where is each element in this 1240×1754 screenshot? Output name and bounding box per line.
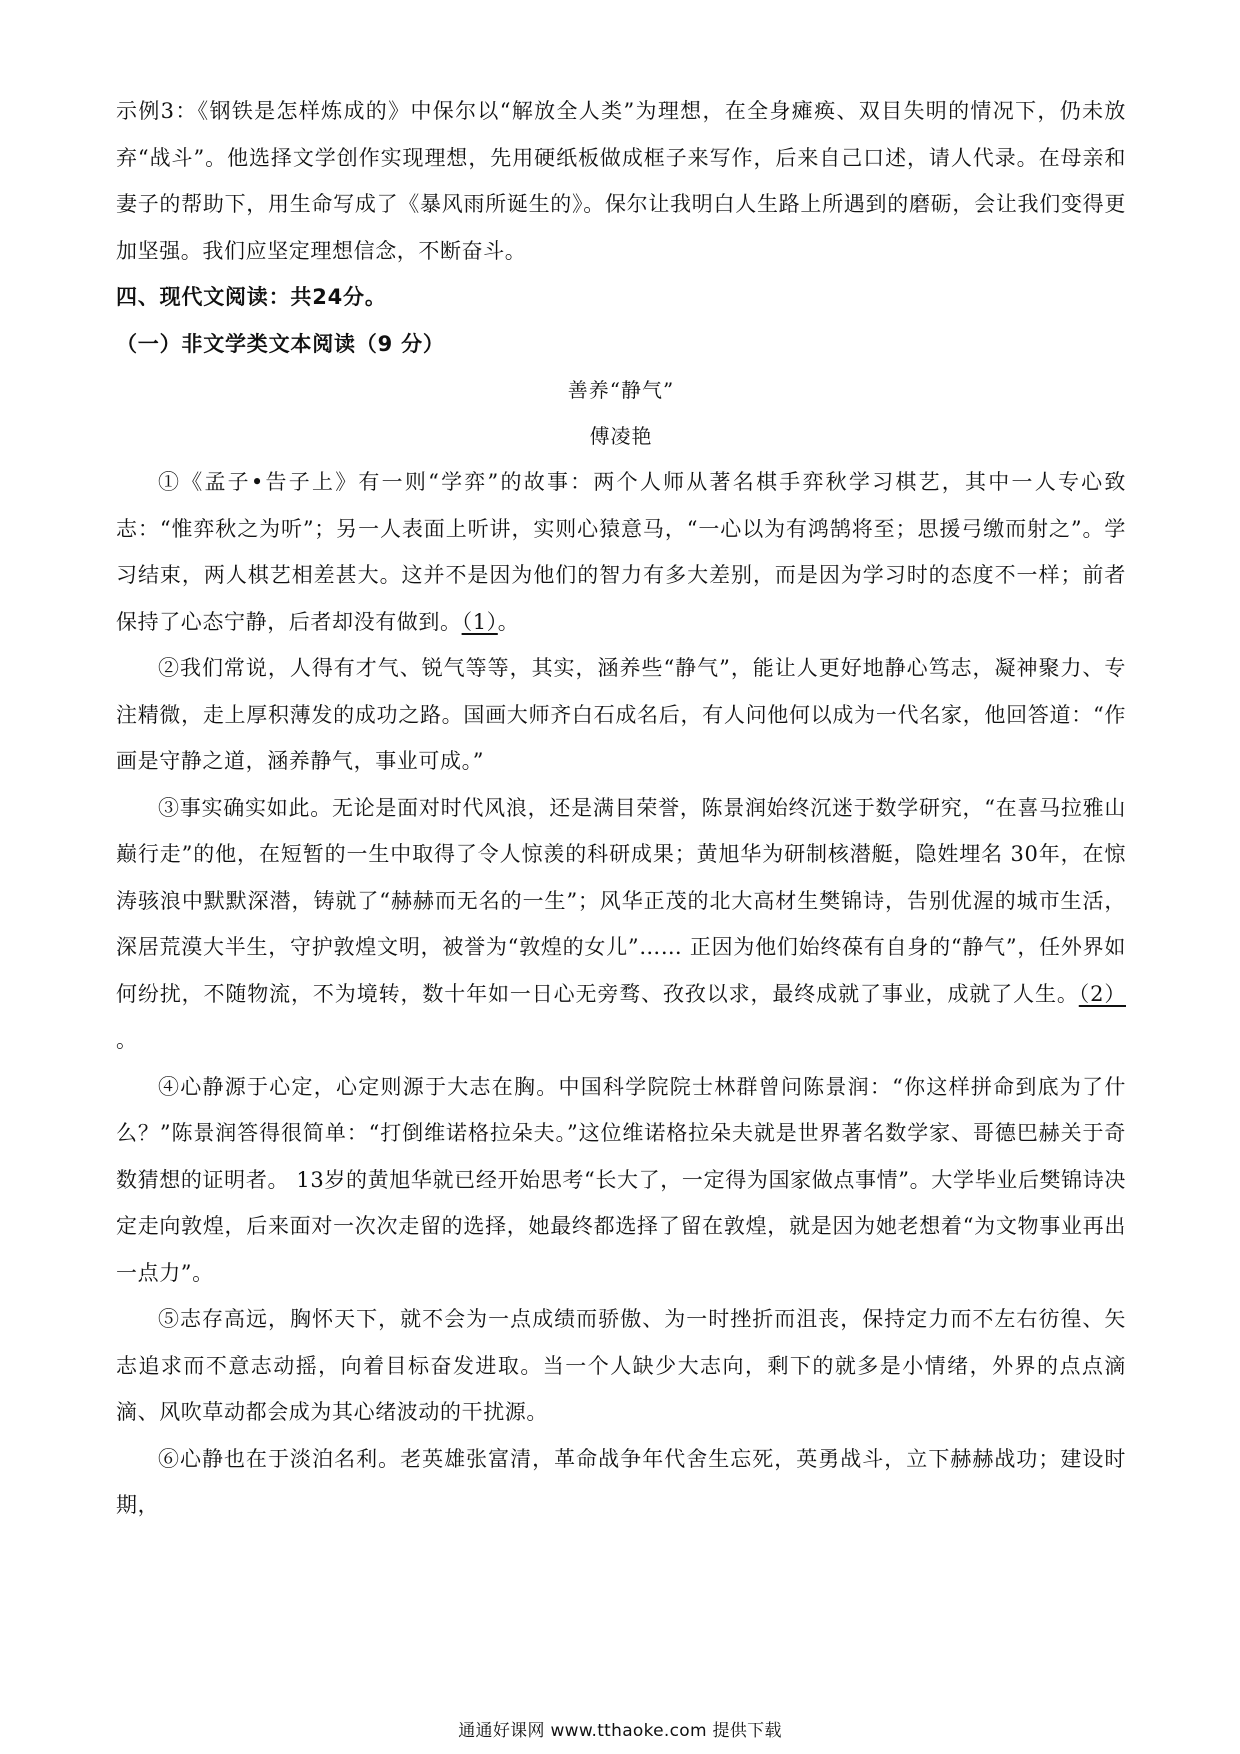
section-heading: 四、现代文阅读：共24分。 (116, 285, 387, 309)
page-content (116, 88, 1126, 1529)
article-paragraph-4: ④心静源于心定，心定则源于大志在胸。中国科学院院士林群曾问陈景润：“你这样拼命到底为了什么？”陈景润答得很简单：“打倒维诺格拉朵夫。”这位维诺格拉朵夫就是世界著名数学家、哥德巴赫关于奇数猜想的证明者。 13岁的黄旭华就已经开始思考“长大了，一定得为国家做点事情”。大学毕业后樊锦诗决定走向敦煌，后来面对一次次走留的选择，她最终都选择了留在敦煌，就是因为她老想着“为文物事业再出一点力”。 (116, 1074, 1126, 1285)
article-title: 善养“静气” (567, 378, 675, 402)
section-subheading: （一）非文学类文本阅读（9 分） (116, 331, 445, 356)
article-paragraph-5: ⑤志存高远，胸怀天下，就不会为一点成绩而骄傲、为一时挫折而沮丧，保持定力而不左右彷徨、矢志追求而不意志动摇，向着目标奋发进取。当一个人缺少大志向，剩下的就多是小情绪，外界的点点滴滴、风吹草动都会成为其心绪波动的干扰源。 (116, 1307, 1126, 1424)
article-author: 傅凌艳 (589, 424, 653, 448)
paragraph-1-text: ①《孟子•告子上》有一则“学弈”的故事：两个人师从著名棋手弈秋学习棋艺，其中一人专心致志：“惟弈秋之为听”；另一人表面上听讲，实则心猿意马，“一心以为有鸿鹄将至；思援弓缴而射之”。学习结束，两人棋艺相差甚大。这并不是因为他们的智力有多大差别，而是因为学习时的态度不一样；前者保持了心态宁静，后者却没有做到。 (116, 470, 1126, 634)
article-paragraph-3 (116, 785, 1126, 1064)
example-3-paragraph: 示例3：《钢铁是怎样炼成的》中保尔以“解放全人类”为理想，在全身瘫痪、双目失明的情况下，仍未放弃“战斗”。他选择文学创作实现理想，先用硬纸板做成框子来写作，后来自己口述，请人代录。在母亲和妻子的帮助下，用生命写成了《暴风雨所诞生的》。保尔让我明白人生路上所遇到的磨砺，会让我们变得更加坚强。我们应坚定理想信念，不断奋斗。 (116, 99, 1126, 263)
article-paragraph-1 (116, 459, 1126, 645)
article-paragraph-6: ⑥心静也在于淡泊名利。老英雄张富清，革命战争年代舍生忘死，英勇战斗，立下赫赫战功；建设时期， (116, 1446, 1126, 1517)
article-paragraph-2: ②我们常说，人得有才气、锐气等等，其实，涵养些“静气”，能让人更好地静心笃志，凝神聚力、专注精微，走上厚积薄发的成功之路。国画大师齐白石成名后，有人问他何以成为一代名家，他回答道：“作画是守静之道，涵养静气，事业可成。” (116, 656, 1126, 773)
blank-1: （1） (461, 609, 498, 634)
blank-2: （2） (1078, 981, 1126, 1006)
paragraph-1-end: 。 (497, 609, 520, 634)
paragraph-3-end: 。 (116, 1028, 138, 1052)
paragraph-3-text: ③事实确实如此。无论是面对时代风浪，还是满目荣誉，陈景润始终沉迷于数学研究，“在喜马拉雅山巅行走”的他，在短暂的一生中取得了令人惊羡的科研成果；黄旭华为研制核潜艇，隐姓埋名 30年，在惊涛骇浪中默默深潜，铸就了“赫赫而无名的一生”；风华正茂的北大高材生樊锦诗，告别优渥的城市生活，深居荒漠大半生，守护敦煌文明，被誉为“敦煌的女儿”…… 正因为他们始终葆有自身的“静气”，任外界如何纷扰，不随物流，不为境转，数十年如一日心无旁骛、孜孜以求，最终成就了事业，成就了人生。 (116, 795, 1126, 1006)
page-footer: 通通好课网 www.tthaoke.com 提供下载 (458, 1721, 782, 1741)
